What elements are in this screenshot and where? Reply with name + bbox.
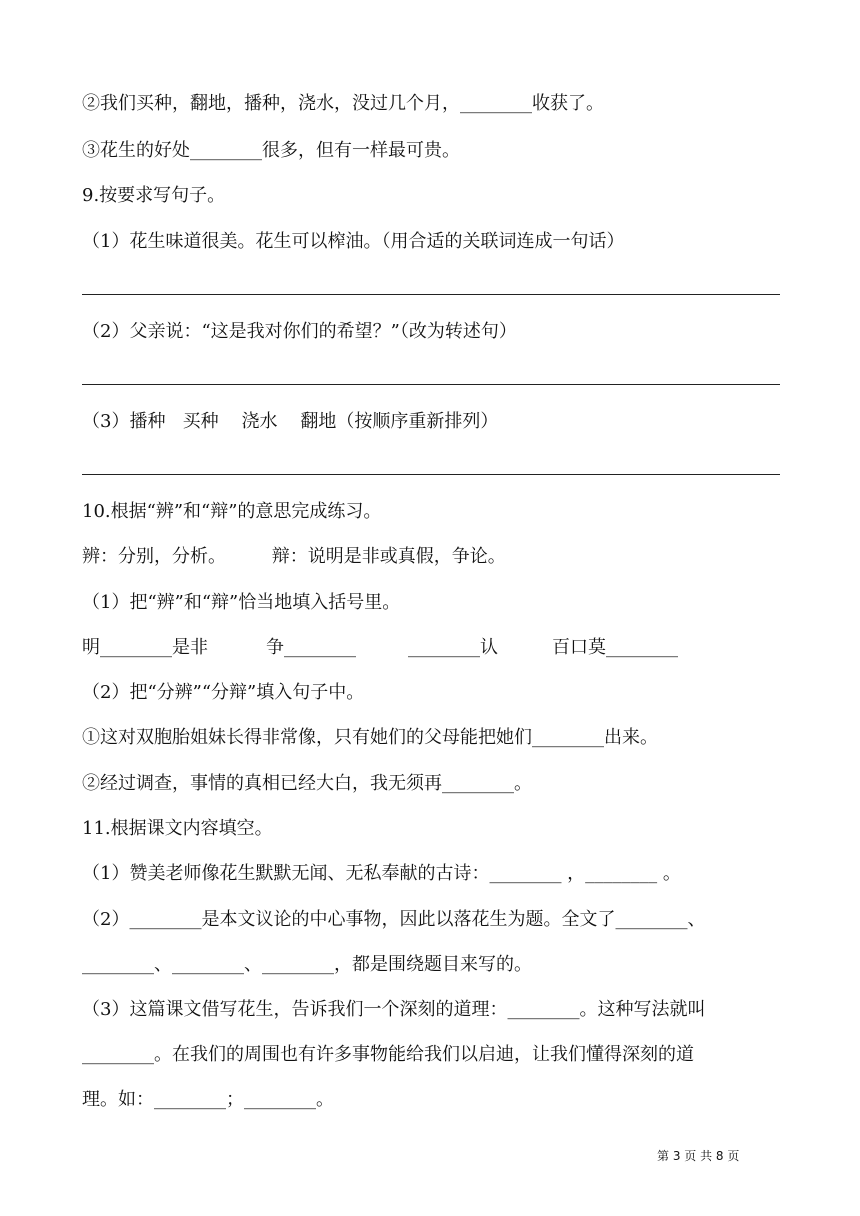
q9-sub-2: （2）父亲说：“这是我对你们的希望？”（改为转述句） bbox=[82, 321, 517, 342]
q11-sub-2-line-1: （2）________是本文议论的中心事物，因此以落花生为题。全文了________、 bbox=[82, 909, 706, 930]
q10-item-1: ①这对双胞胎姐妹长得非常像，只有她们的父母能把她们________出来。 bbox=[82, 727, 658, 748]
q11-sub-3-line-1: （3）这篇课文借写花生，告诉我们一个深刻的道理：________。这种写法就叫 bbox=[82, 999, 706, 1020]
q11-sub-1: （1）赞美老师像花生默默无闻、无私奉献的古诗：________ ，________ 。 bbox=[82, 863, 681, 884]
q9-sub-1: （1）花生味道很美。花生可以榨油。（用合适的关联词连成一句话） bbox=[82, 231, 625, 252]
page-indicator: 第 3 页 共 8 页 bbox=[657, 1149, 740, 1163]
q10-definitions: 辨：分别，分析。 辩：说明是非或真假，争论。 bbox=[82, 546, 506, 567]
q10-blank-4: 百口莫________ bbox=[552, 637, 678, 658]
q10-blank-3: ________认 bbox=[408, 637, 498, 658]
q9-sub-3: （3）播种 买种 浇水 翻地（按顺序重新排列） bbox=[82, 411, 499, 432]
q11-sub-2-line-2: ________、________、________，都是围绕题目来写的。 bbox=[82, 954, 532, 975]
q10-sub-2: （2）把“分辨”“分辩”填入句子中。 bbox=[82, 682, 365, 703]
q10-item-2: ②经过调查，事情的真相已经大白，我无须再________。 bbox=[82, 773, 532, 794]
q9-answer-line-3[interactable] bbox=[82, 474, 780, 475]
q9-answer-line-2[interactable] bbox=[82, 384, 780, 385]
q11-sub-3-line-3: 理。如：________；________。 bbox=[82, 1089, 334, 1110]
q10-title: 10.根据“辨”和“辩”的意思完成练习。 bbox=[82, 501, 382, 522]
q11-sub-3-line-2: ________。在我们的周围也有许多事物能给我们以启迪，让我们懂得深刻的道 bbox=[82, 1044, 694, 1065]
q8-item-2: ②我们买种，翻地，播种，浇水，没过几个月，________收获了。 bbox=[82, 93, 604, 114]
q9-title: 9.按要求写句子。 bbox=[82, 185, 226, 206]
q8-item-3: ③花生的好处________很多，但有一样最可贵。 bbox=[82, 140, 460, 161]
q10-sub-1: （1）把“辨”和“辩”恰当地填入括号里。 bbox=[82, 592, 401, 613]
q11-title: 11.根据课文内容填空。 bbox=[82, 818, 273, 839]
q10-blank-1: 明________是非 bbox=[82, 637, 208, 658]
q10-blank-2: 争________ bbox=[266, 637, 356, 658]
q9-answer-line-1[interactable] bbox=[82, 294, 780, 295]
